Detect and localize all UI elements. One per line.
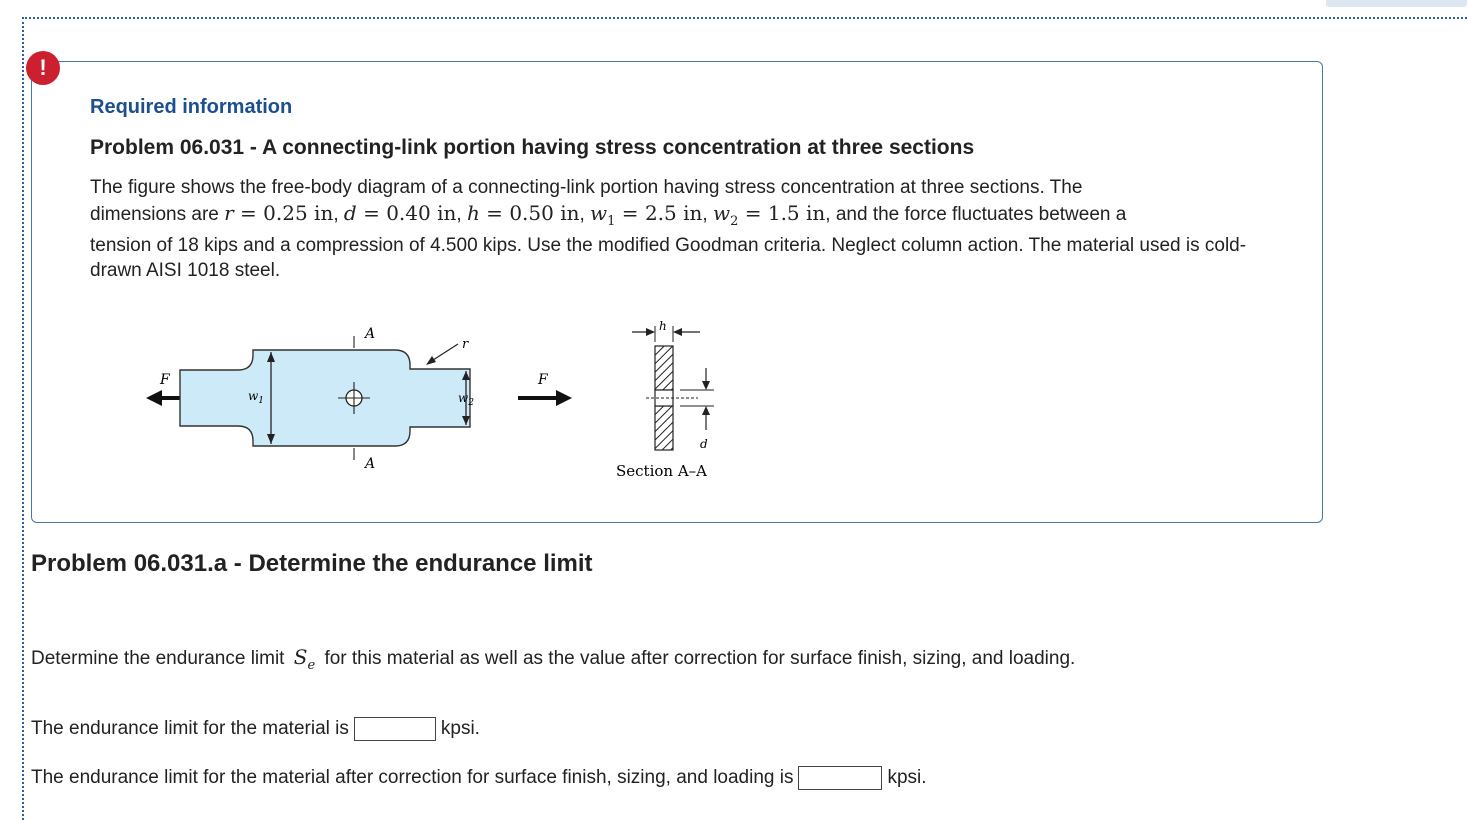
part-a-title: Problem 06.031.a - Determine the endurance limit <box>31 550 593 577</box>
dimensions-suffix: , and the force fluctuates between a <box>825 203 1127 225</box>
label-A-bottom: A <box>365 456 376 472</box>
alert-icon: ! <box>26 51 60 85</box>
label-h: h <box>659 319 667 333</box>
section-caption: Section A–A <box>616 462 708 480</box>
answer-row-2 <box>31 766 927 790</box>
dimension-d: d = 0.40 in <box>343 200 457 225</box>
label-w1: $w_1$ <box>248 389 265 406</box>
label-F-left: F <box>160 372 170 388</box>
label-d: d <box>700 437 708 451</box>
intro-text: The figure shows the free-body diagram of a connecting-link portion having stress concentration at three sections. The <box>90 177 1083 198</box>
outer-dotted-border-top <box>22 17 1467 19</box>
dimension-r: r = 0.25 in <box>224 200 334 225</box>
top-right-toolbar-edge <box>1326 0 1467 7</box>
label-A-top: A <box>365 326 376 342</box>
label-r: r <box>462 337 469 352</box>
connecting-link-figure <box>140 318 740 488</box>
part-a-question <box>31 645 1075 673</box>
dimension-w1: $w_1 = 2.5$ in <box>590 200 703 229</box>
label-F-right: F <box>538 372 548 388</box>
answer2-unit: kpsi. <box>887 767 927 788</box>
outer-dotted-border-left <box>22 17 24 820</box>
problem-statement: The figure shows the free-body diagram of a connecting-link portion having stress concentration at three sections. The dimensions are r = 0.25 in, d = 0.40 in, h = 0.50 in, $w_1 = 2.5$ in, $w_2 = 1.5$ in, and the force fluctuates between a tension of 18 kips and a compression of 4.500 kips. Use the modified Goodman criteria. Neglect column action. The material used is cold-drawn AISI 1018 steel. <box>90 177 1247 281</box>
symbol-Se: $S_e$ <box>293 645 316 673</box>
section-A-A-drawing <box>632 326 714 450</box>
problem-title: Problem 06.031 - A connecting-link portion having stress concentration at three sections <box>90 136 975 159</box>
required-information-panel <box>31 61 1323 523</box>
answer2-label: The endurance limit for the material after correction for surface finish, sizing, and loading is <box>31 767 794 788</box>
radius-leader <box>426 344 458 365</box>
required-information-label: Required information <box>90 96 293 118</box>
question-after: for this material as well as the value after correction for surface finish, sizing, and loading. <box>324 648 1076 669</box>
dimension-w2: $w_2 = 1.5$ in <box>712 200 826 229</box>
body-rest: tension of 18 kips and a compression of 4.500 kips. Use the modified Goodman criteria. Neglect column action. The material used is cold-drawn AISI 1018 steel. <box>90 235 1247 281</box>
dimensions-prefix: dimensions are <box>90 203 219 225</box>
endurance-limit-input[interactable] <box>354 717 436 741</box>
answer1-unit: kpsi. <box>440 718 480 739</box>
answer1-label: The endurance limit for the material is <box>31 718 349 739</box>
label-w2: $w_2$ <box>458 391 475 408</box>
dimension-h: h = 0.50 in <box>466 200 580 225</box>
corrected-endurance-limit-input[interactable] <box>798 766 882 790</box>
force-arrow-right <box>518 390 572 406</box>
answer-row-1 <box>31 717 480 741</box>
question-before: Determine the endurance limit <box>31 648 285 669</box>
